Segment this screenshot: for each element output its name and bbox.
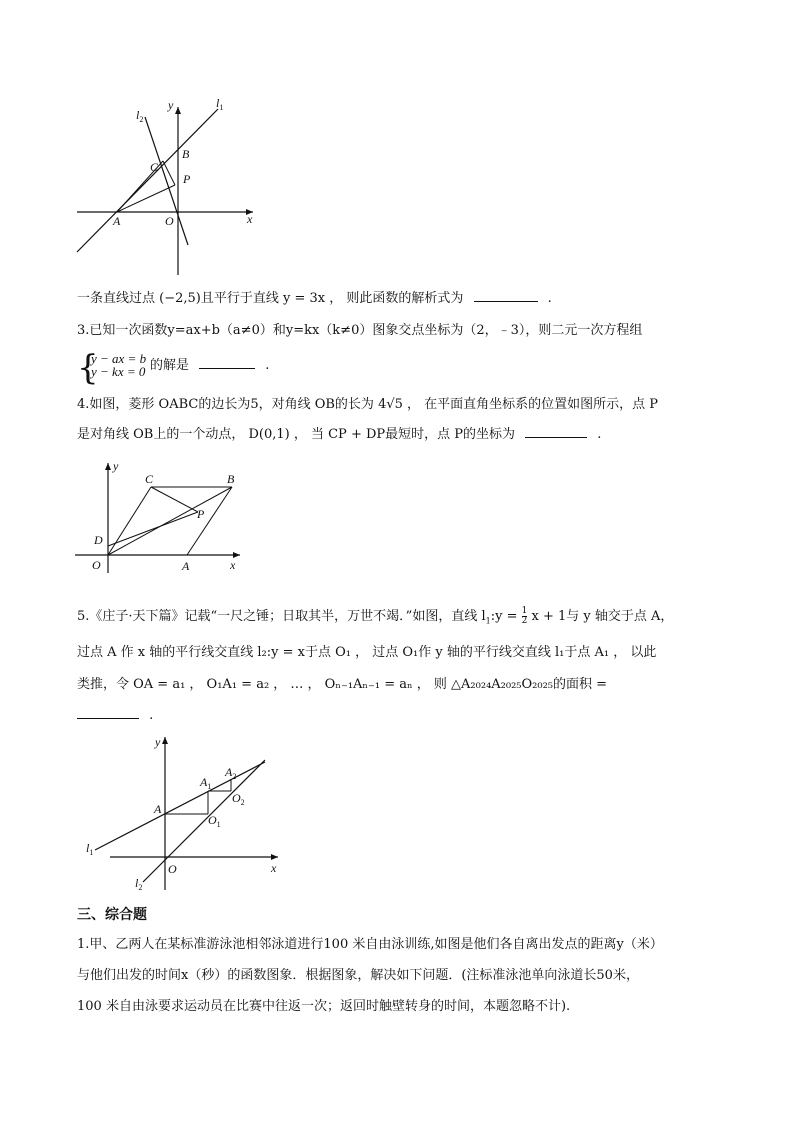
system-eq-1: y − ax = b: [91, 351, 147, 366]
fraction-one-half: $\frac{1}{2}$: [521, 606, 528, 626]
label-l2: $l_2$: [135, 876, 143, 892]
answer-blank-2[interactable]: [474, 289, 538, 302]
label-P: P: [197, 507, 205, 521]
answer-blank-3[interactable]: [199, 356, 255, 369]
system-eq-2: y − kx = 0: [91, 364, 146, 379]
label-B: B: [227, 472, 235, 486]
question-3-line-1: 3.已知一次函数y=ax+b（a≠0）和y=kx（k≠0）图象交点坐标为（2，﹣3），则二元一次方程组: [77, 323, 643, 338]
label-B: B: [182, 147, 190, 161]
question-3-line-2: 的解是 .: [150, 358, 270, 373]
label-y: y: [168, 98, 174, 112]
question-5-line-2: 过点 A 作 x 轴的平行线交直线 l₂:y = x于点 O₁ ， 过点 O₁作 y 轴的平行线交直线 l₁于点 A₁ ， 以此: [77, 645, 657, 660]
figure-1-two-lines: [70, 95, 265, 280]
label-O2: $O_2$: [232, 791, 245, 807]
label-O: O: [168, 862, 177, 876]
label-A: A: [154, 802, 162, 816]
figure-3-iterated-lines: [80, 732, 290, 892]
label-C: C: [145, 472, 154, 486]
question-5-line-3: 类推，令 OA = a₁ ， O₁A₁ = a₂ ， … ， Oₙ₋₁Aₙ₋₁ = aₙ ， 则 △A₂₀₂₄A₂₀₂₅O₂₀₂₅的面积 =: [77, 677, 608, 692]
label-O: O: [165, 214, 174, 228]
label-l1: $l_1$: [86, 841, 94, 857]
problem-1-line-3: 100 米自由泳要求运动员在比赛中往返一次；返回时触壁转身的时间，本题忽略不计).: [77, 999, 571, 1014]
label-l2: $l_2$: [136, 108, 144, 124]
label-P: P: [183, 172, 191, 186]
label-O: O: [92, 558, 101, 572]
label-l1: $l_1$: [216, 96, 224, 112]
label-x: x: [271, 861, 277, 875]
question-5-line-1: 5.《庄子·天下篇》记载“一尺之锤；日取其半，万世不竭．”如图，直线 $l_1:y$ = $\frac{1}{2}$ x + 1与 y 轴交于点 A，: [77, 606, 674, 626]
system-brace: {: [77, 348, 99, 388]
label-D: D: [94, 533, 103, 547]
label-y: y: [113, 459, 119, 473]
label-O1: $O_1$: [208, 813, 221, 829]
label-A1: $A_1$: [200, 775, 212, 791]
answer-blank-5[interactable]: [77, 706, 139, 719]
label-A: A: [113, 214, 121, 228]
problem-1-line-1: 1.甲、乙两人在某标准游泳池相邻泳道进行100 米自由泳训练,如图是他们各自离出发点的距离y（米）: [77, 937, 663, 952]
section-title: 三、综合题: [77, 907, 147, 923]
question-4-line-1: 4.如图，菱形 OABC的边长为5，对角线 OB的长为 4√5 ， 在平面直角坐标系的位置如图所示，点 P: [77, 397, 659, 412]
label-C: C: [150, 160, 159, 174]
question-5-line-4: .: [77, 706, 153, 726]
answer-blank-4[interactable]: [525, 425, 587, 438]
question-2: 一条直线过点 (−2,5)且平行于直线 y = 3x ， 则此函数的解析式为 .: [77, 291, 552, 306]
problem-1-line-2: 与他们出发的时间x（秒）的函数图象．根据图象，解决如下问题．(注标准泳池单向泳道长50米，: [77, 968, 639, 983]
figure-2-rhombus: [70, 458, 255, 578]
label-A2: $A_2$: [225, 765, 237, 781]
question-4-line-2: 是对角线 OB上的一个动点， D(0,1) ， 当 CP + DP最短时，点 P的坐标为 .: [77, 427, 602, 442]
label-A: A: [182, 559, 190, 573]
label-x: x: [247, 212, 253, 226]
label-y: y: [155, 735, 161, 749]
label-x: x: [230, 558, 236, 572]
